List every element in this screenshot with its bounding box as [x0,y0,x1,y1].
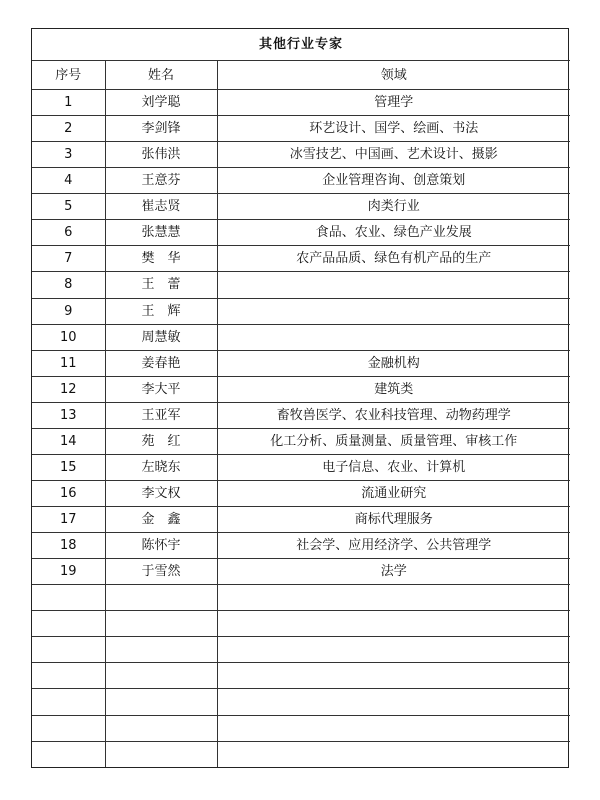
row-number-cell: 1 [32,90,105,116]
row-name-cell: 王 蕾 [105,272,217,298]
row-field-cell: 肉类行业 [217,194,570,220]
row-field-cell: 农产品品质、绿色有机产品的生产 [217,246,570,272]
row-field-cell: 环艺设计、国学、绘画、书法 [217,116,570,142]
table-body [32,90,570,768]
table-row [32,402,570,428]
row-number-cell: 5 [32,194,105,220]
row-field-cell: 冰雪技艺、中国画、艺术设计、摄影 [217,142,570,168]
row-name-cell: 刘学聪 [105,90,217,116]
header-name: 姓名 [105,61,217,90]
row-name-cell: 张伟洪 [105,142,217,168]
row-field-cell: 建筑类 [217,376,570,402]
row-number-cell [32,741,105,767]
table-row [32,428,570,454]
row-name-cell: 张慧慧 [105,220,217,246]
table-row [32,663,570,689]
row-name-cell: 崔志贤 [105,194,217,220]
table-row [32,272,570,298]
row-number-cell: 13 [32,402,105,428]
table-row [32,507,570,533]
row-number-cell: 4 [32,168,105,194]
row-name-cell [105,689,217,715]
table-row [32,246,570,272]
expert-table-sheet [31,28,569,768]
row-number-cell: 11 [32,350,105,376]
row-field-cell: 法学 [217,559,570,585]
row-field-cell [217,741,570,767]
row-name-cell [105,741,217,767]
row-field-cell: 金融机构 [217,350,570,376]
table-row [32,350,570,376]
row-name-cell: 苑 红 [105,428,217,454]
row-name-cell [105,585,217,611]
row-number-cell: 7 [32,246,105,272]
table-row [32,194,570,220]
row-name-cell: 金 鑫 [105,507,217,533]
row-name-cell: 陈怀宇 [105,533,217,559]
row-number-cell: 15 [32,454,105,480]
table-row [32,454,570,480]
row-field-cell [217,663,570,689]
row-name-cell: 樊 华 [105,246,217,272]
row-field-cell [217,611,570,637]
row-name-cell: 李大平 [105,376,217,402]
table-row [32,324,570,350]
title-row [32,29,570,61]
table-row [32,376,570,402]
table-row [32,741,570,767]
row-number-cell: 9 [32,298,105,324]
row-field-cell [217,272,570,298]
table-row [32,533,570,559]
table-row [32,559,570,585]
table-row [32,220,570,246]
table-row [32,637,570,663]
row-name-cell: 王亚军 [105,402,217,428]
table-row [32,689,570,715]
row-field-cell [217,715,570,741]
row-name-cell: 周慧敏 [105,324,217,350]
row-number-cell: 12 [32,376,105,402]
row-number-cell: 19 [32,559,105,585]
row-number-cell: 10 [32,324,105,350]
header-field: 领域 [217,61,570,90]
row-field-cell [217,637,570,663]
table-row [32,142,570,168]
row-field-cell: 化工分析、质量测量、质量管理、审核工作 [217,428,570,454]
table-row [32,611,570,637]
row-number-cell: 17 [32,507,105,533]
row-field-cell [217,298,570,324]
row-field-cell: 畜牧兽医学、农业科技管理、动物药理学 [217,402,570,428]
row-number-cell: 6 [32,220,105,246]
header-row [32,61,570,90]
row-number-cell: 16 [32,480,105,506]
row-number-cell: 18 [32,533,105,559]
row-field-cell: 流通业研究 [217,480,570,506]
row-number-cell: 8 [32,272,105,298]
table-row [32,90,570,116]
row-name-cell: 王意芬 [105,168,217,194]
table-title: 其他行业专家 [32,29,570,61]
row-field-cell [217,585,570,611]
table-row [32,168,570,194]
row-name-cell: 姜春艳 [105,350,217,376]
row-field-cell: 电子信息、农业、计算机 [217,454,570,480]
row-name-cell: 左晓东 [105,454,217,480]
row-name-cell [105,715,217,741]
row-name-cell [105,637,217,663]
row-field-cell [217,689,570,715]
row-number-cell: 14 [32,428,105,454]
row-number-cell: 2 [32,116,105,142]
row-name-cell: 李剑锋 [105,116,217,142]
row-number-cell [32,637,105,663]
row-number-cell [32,611,105,637]
row-number-cell [32,585,105,611]
row-field-cell: 商标代理服务 [217,507,570,533]
table-row [32,585,570,611]
expert-table [32,29,570,767]
row-number-cell: 3 [32,142,105,168]
table-row [32,480,570,506]
table-row [32,715,570,741]
row-field-cell: 企业管理咨询、创意策划 [217,168,570,194]
row-name-cell [105,611,217,637]
row-number-cell [32,715,105,741]
row-field-cell: 食品、农业、绿色产业发展 [217,220,570,246]
header-number: 序号 [32,61,105,90]
row-name-cell: 于雪然 [105,559,217,585]
row-field-cell: 管理学 [217,90,570,116]
row-number-cell [32,689,105,715]
table-row [32,298,570,324]
row-name-cell: 王 辉 [105,298,217,324]
row-field-cell [217,324,570,350]
row-name-cell [105,663,217,689]
row-number-cell [32,663,105,689]
row-field-cell: 社会学、应用经济学、公共管理学 [217,533,570,559]
table-row [32,116,570,142]
row-name-cell: 李文权 [105,480,217,506]
